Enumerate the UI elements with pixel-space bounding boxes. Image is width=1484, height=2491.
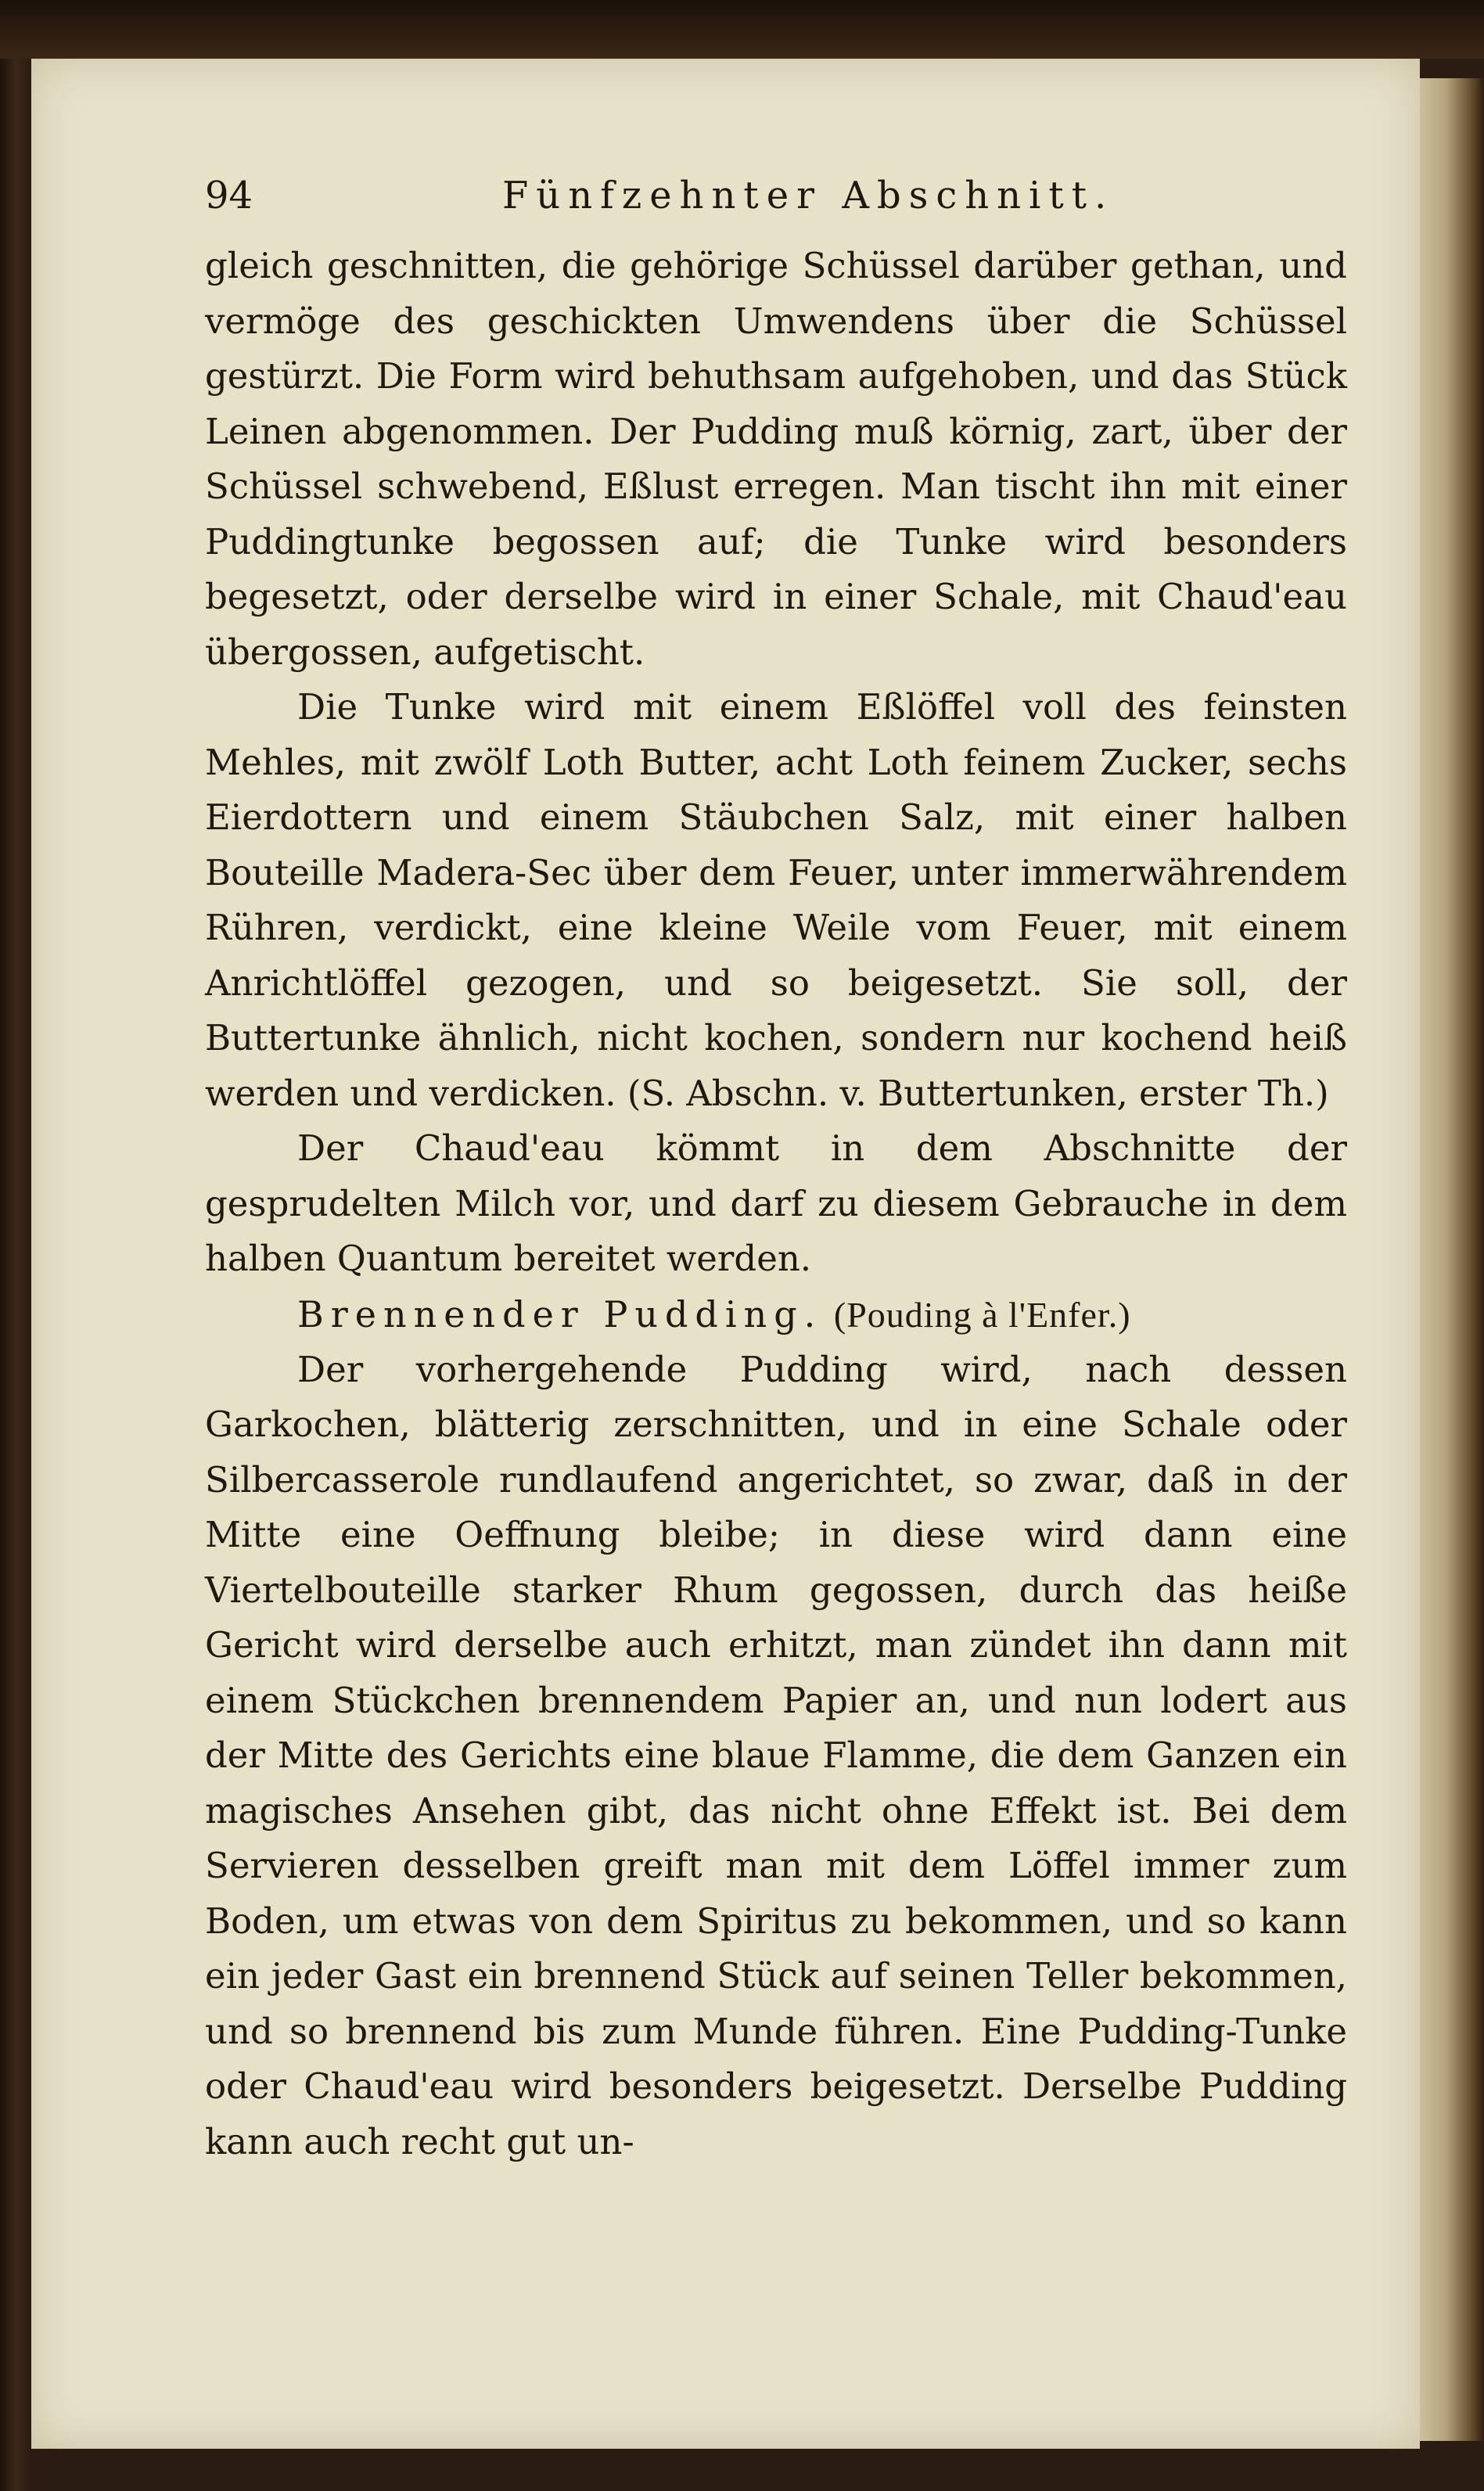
page-body <box>205 239 1347 2169</box>
page-header <box>205 174 1347 221</box>
book-edge-top <box>0 0 1484 59</box>
page-number: 94 <box>205 174 253 217</box>
section-heading <box>205 1287 1347 1343</box>
paragraph-1: gleich geschnitten, die gehörige Schüssel darüber gethan, und vermöge des geschickten Umwendens über die Schüssel gestürzt. Die Form wird behuthsam aufgehoben, und das Stück Leinen abgenommen. Der Pudding muß körnig, zart, über der Schüssel schwebend, Eßlust erregen. Man tischt ihn mit einer Puddingtunke begossen auf; die Tunke wird besonders begesetzt, oder derselbe wird in einer Schale, mit Chaud'eau übergossen, aufgetischt. <box>205 245 1347 673</box>
paragraph-2: Die Tunke wird mit einem Eßlöffel voll des feinsten Mehles, mit zwölf Loth Butter, acht Loth feinem Zucker, sechs Eierdottern und einem Stäubchen Salz, mit einer halben Bouteille Madera-Sec über dem Feuer, unter immerwährendem Rühren, verdickt, eine kleine Weile vom Feuer, mit einem Anrichtlöffel gezogen, und so beigesetzt. Sie soll, der Buttertunke ähnlich, nicht kochen, sondern nur kochend heiß werden und verdicken. (S. Abschn. v. Buttertunken, erster Th.) <box>205 686 1347 1114</box>
running-head: Fünfzehnter Abschnitt. <box>502 174 1115 217</box>
paragraph-3: Der Chaud'eau kömmt in dem Abschnitte der gesprudelten Milch vor, und darf zu diesem Gebrauche in dem halben Quantum bereitet werden. <box>205 1127 1347 1279</box>
heading-french: (Pouding à l'Enfer.) <box>833 1294 1131 1335</box>
heading-german: Brennender Pudding. <box>297 1292 823 1335</box>
book-edge-right <box>1420 78 1484 2441</box>
paragraph-4: Der vorhergehende Pudding wird, nach dessen Garkochen, blätterig zerschnitten, und in eine Schale oder Silbercasserole rundlaufend angerichtet, so zwar, daß in der Mitte eine Oeffnung bleibe; in diese wird dann eine Viertelbouteille starker Rhum gegossen, durch das heiße Gericht wird derselbe auch erhitzt, man zündet ihn dann mit einem Stückchen brennendem Papier an, und nun lodert aus der Mitte des Gerichts eine blaue Flamme, die dem Ganzen ein magisches Ansehen gibt, das nicht ohne Effekt ist. Bei dem Servieren desselben greift man mit dem Löffel immer zum Boden, um etwas von dem Spiritus zu bekommen, und so kann ein jeder Gast ein brennend Stück auf seinen Teller bekommen, und so brennend bis zum Munde führen. Eine Pudding-Tunke oder Chaud'eau wird besonders beigesetzt. Derselbe Pudding kann auch recht gut un- <box>205 1348 1347 2162</box>
